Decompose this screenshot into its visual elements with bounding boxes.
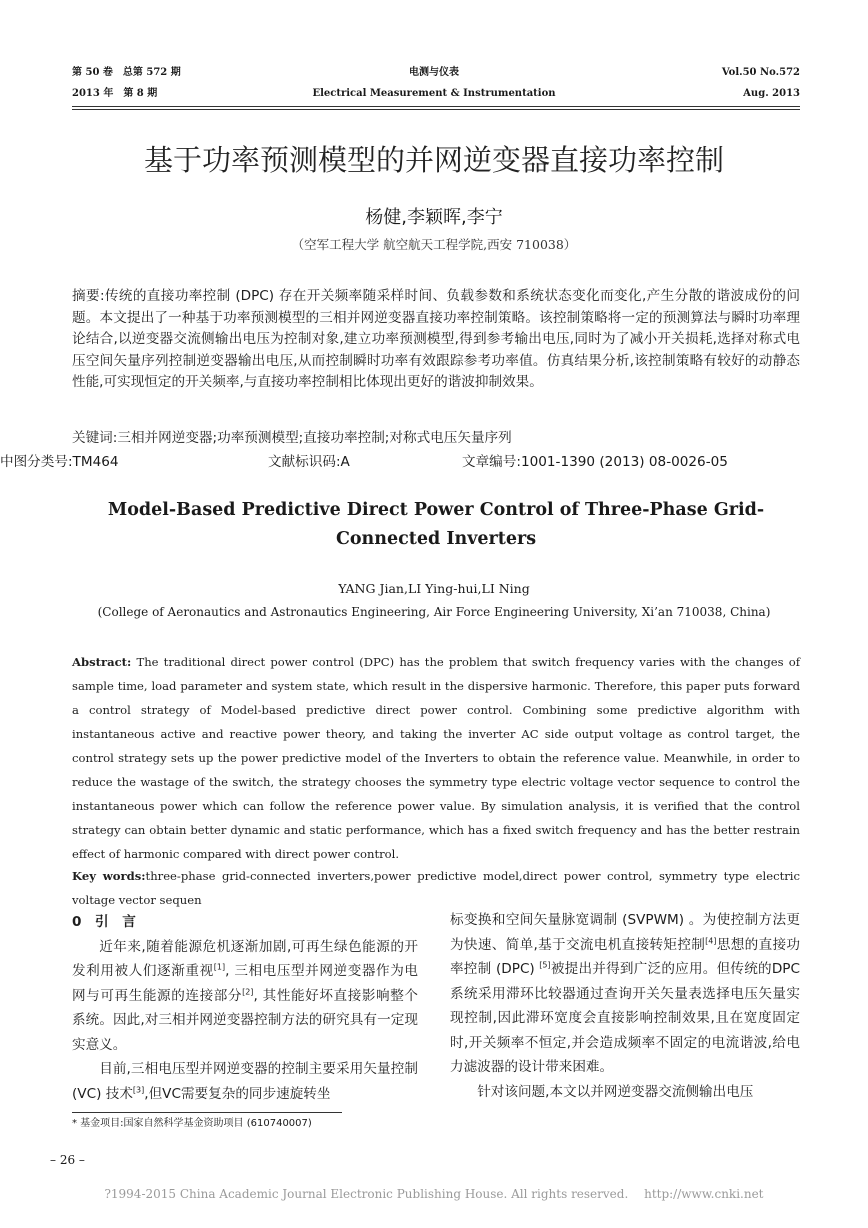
affiliation-zh: （空军工程大学 航空航天工程学院,西安 710038） bbox=[291, 237, 577, 252]
funding-footnote: * 基金项目:国家自然科学基金资助项目 (610740007) bbox=[72, 1118, 312, 1129]
abstract-zh: 摘要:传统的直接功率控制 (DPC) 存在开关频率随采样时间、负载参数和系统状态变化而变化,产生分散的谐波成份的问题。本文提出了一种基于功率预测模型的三相并网逆变器直接功率控制策略。该控制策略将一定的预测算法与瞬时功率理论结合,以逆变器交流侧输出电压为控制对象,建立功率预测模型,得到参考输出电压,同时为了减小开关损耗,选择对称式电压空间矢量序列控制逆变器输出电压,从而控制瞬时功率有效跟踪参考功率值。仿真结果分析,该控制策略有较好的动静态性能,可实现恒定的开关频率,与直接功率控制相比体现出更好的谐波抑制效果。 bbox=[72, 288, 800, 390]
citation-ref: [5] bbox=[539, 960, 551, 970]
body-text: 近年来,随着能源危机逐渐加剧,可再生绿色能源的开发利用被人们逐渐重视 bbox=[72, 938, 418, 979]
keywords-en-label: Key words: bbox=[72, 869, 146, 883]
body-paragraph bbox=[450, 908, 800, 1080]
citation-ref: [4] bbox=[705, 935, 717, 945]
citation-ref: [3] bbox=[132, 1084, 145, 1094]
body-text: 思想的直接功率控制 (DPC) bbox=[450, 936, 801, 977]
header-rule bbox=[72, 106, 800, 107]
authors-en: YANG Jian,LI Ying-hui,LI Ning bbox=[338, 581, 530, 596]
document-code: 文献标识码:A bbox=[268, 454, 350, 470]
journal-name-zh: 电测与仪表 bbox=[409, 67, 459, 78]
body-paragraph: 针对该问题,本文以并网逆变器交流侧输出电压 bbox=[477, 1083, 754, 1100]
citation-ref: [1] bbox=[213, 962, 226, 972]
body-column-right bbox=[450, 908, 800, 1104]
body-column-left bbox=[72, 910, 418, 1106]
journal-name-en: Electrical Measurement & Instrumentation bbox=[312, 88, 556, 99]
abstract-en-text: The traditional direct power control (DPC) has the problem that switch frequency varies with the changes of sample time, load parameter and system state, which result in the dispersive harmonic. Therefore, this paper puts forward a control strategy of Model-based predictive direct power control. Combining some predictive algorithm with instantaneous active and reactive power theory, and taking the inverter AC side output voltage as control target, the control strategy sets up the power predictive model of the Inverters to obtain the reference value. Meanwhile, in order to reduce the wastage of the switch, the strategy chooses the symmetry type electric voltage vector sequence to control the instantaneous power which can follow the reference power value. By simulation analysis, it is verified that the control strategy can obtain better dynamic and static performance, which has a fixed switch frequency and has the better restrain effect of harmonic compared with direct power control. bbox=[72, 655, 800, 861]
authors-zh: 杨健,李颖晖,李宁 bbox=[365, 207, 503, 228]
body-text: 被提出并得到广泛的应用。但传统的DPC系统采用滞环比较器通过查询开关矢量表选择电压矢量实现控制,因此滞环宽度会直接影响控制效果,且在宽度固定时,开关频率不恒定,并会造成频率不固定的电流谐波,给电力滤波器的设计带来困难。 bbox=[450, 961, 800, 1075]
cnki-watermark: ?1994-2015 China Academic Journal Electronic Publishing House. All rights reserved. http://www.cnki.net bbox=[104, 1187, 764, 1201]
journal-date-en: Aug. 2013 bbox=[743, 88, 800, 99]
header-rule-double bbox=[72, 109, 800, 110]
abstract-en bbox=[72, 650, 800, 866]
affiliation-en: (College of Aeronautics and Astronautics Engineering, Air Force Engineering University, Xi’an 710038, China) bbox=[97, 605, 771, 619]
abstract-en-label: Abstract: bbox=[72, 655, 132, 669]
body-text: ,但VC需要复杂的同步速旋转坐 bbox=[144, 1085, 331, 1102]
footnote-rule bbox=[72, 1112, 342, 1113]
page-number: – 26 – bbox=[50, 1153, 85, 1167]
body-text: 目前,三相电压型并网逆变器的控制主要采用矢量控制 (VC) 技术 bbox=[72, 1061, 418, 1102]
article-number: 文章编号:1001-1390 (2013) 08-0026-05 bbox=[462, 454, 728, 470]
citation-ref: [2] bbox=[242, 986, 254, 996]
body-text: , 其性能好坏直接影响整个系统。因此,对三相并网逆变器控制方法的研究具有一定现实意义。 bbox=[72, 987, 418, 1053]
body-text: , 三相电压型并网逆变器作为电网与可再生能源的连接部分 bbox=[72, 963, 418, 1004]
body-paragraph bbox=[72, 1057, 418, 1106]
keywords-zh: 关键词:三相并网逆变器;功率预测模型;直接功率控制;对称式电压矢量序列 bbox=[72, 430, 512, 446]
body-text: 标变换和空间矢量脉宽调制 (SVPWM) 。为使控制方法更为快速、简单,基于交流电机直接转矩控制 bbox=[450, 912, 800, 953]
keywords-en-text: three-phase grid-connected inverters,power predictive model,direct power control, symmetry type electric voltage vector sequen bbox=[72, 869, 800, 907]
section-heading-introduction: 0 引 言 bbox=[72, 914, 136, 930]
journal-issue-info: 2013 年 第 8 期 bbox=[72, 88, 158, 99]
body-paragraph bbox=[72, 935, 418, 1058]
journal-volume-en: Vol.50 No.572 bbox=[721, 67, 800, 78]
clc-number: 中图分类号:TM464 bbox=[0, 454, 119, 470]
paper-title-zh: 基于功率预测模型的并网逆变器直接功率控制 bbox=[143, 143, 724, 177]
keywords-en bbox=[72, 864, 800, 912]
journal-volume-info: 第 50 卷 总第 572 期 bbox=[72, 67, 181, 78]
paper-title-en: Model-Based Predictive Direct Power Control of Three-Phase Grid-Connected Inverters bbox=[107, 500, 765, 549]
